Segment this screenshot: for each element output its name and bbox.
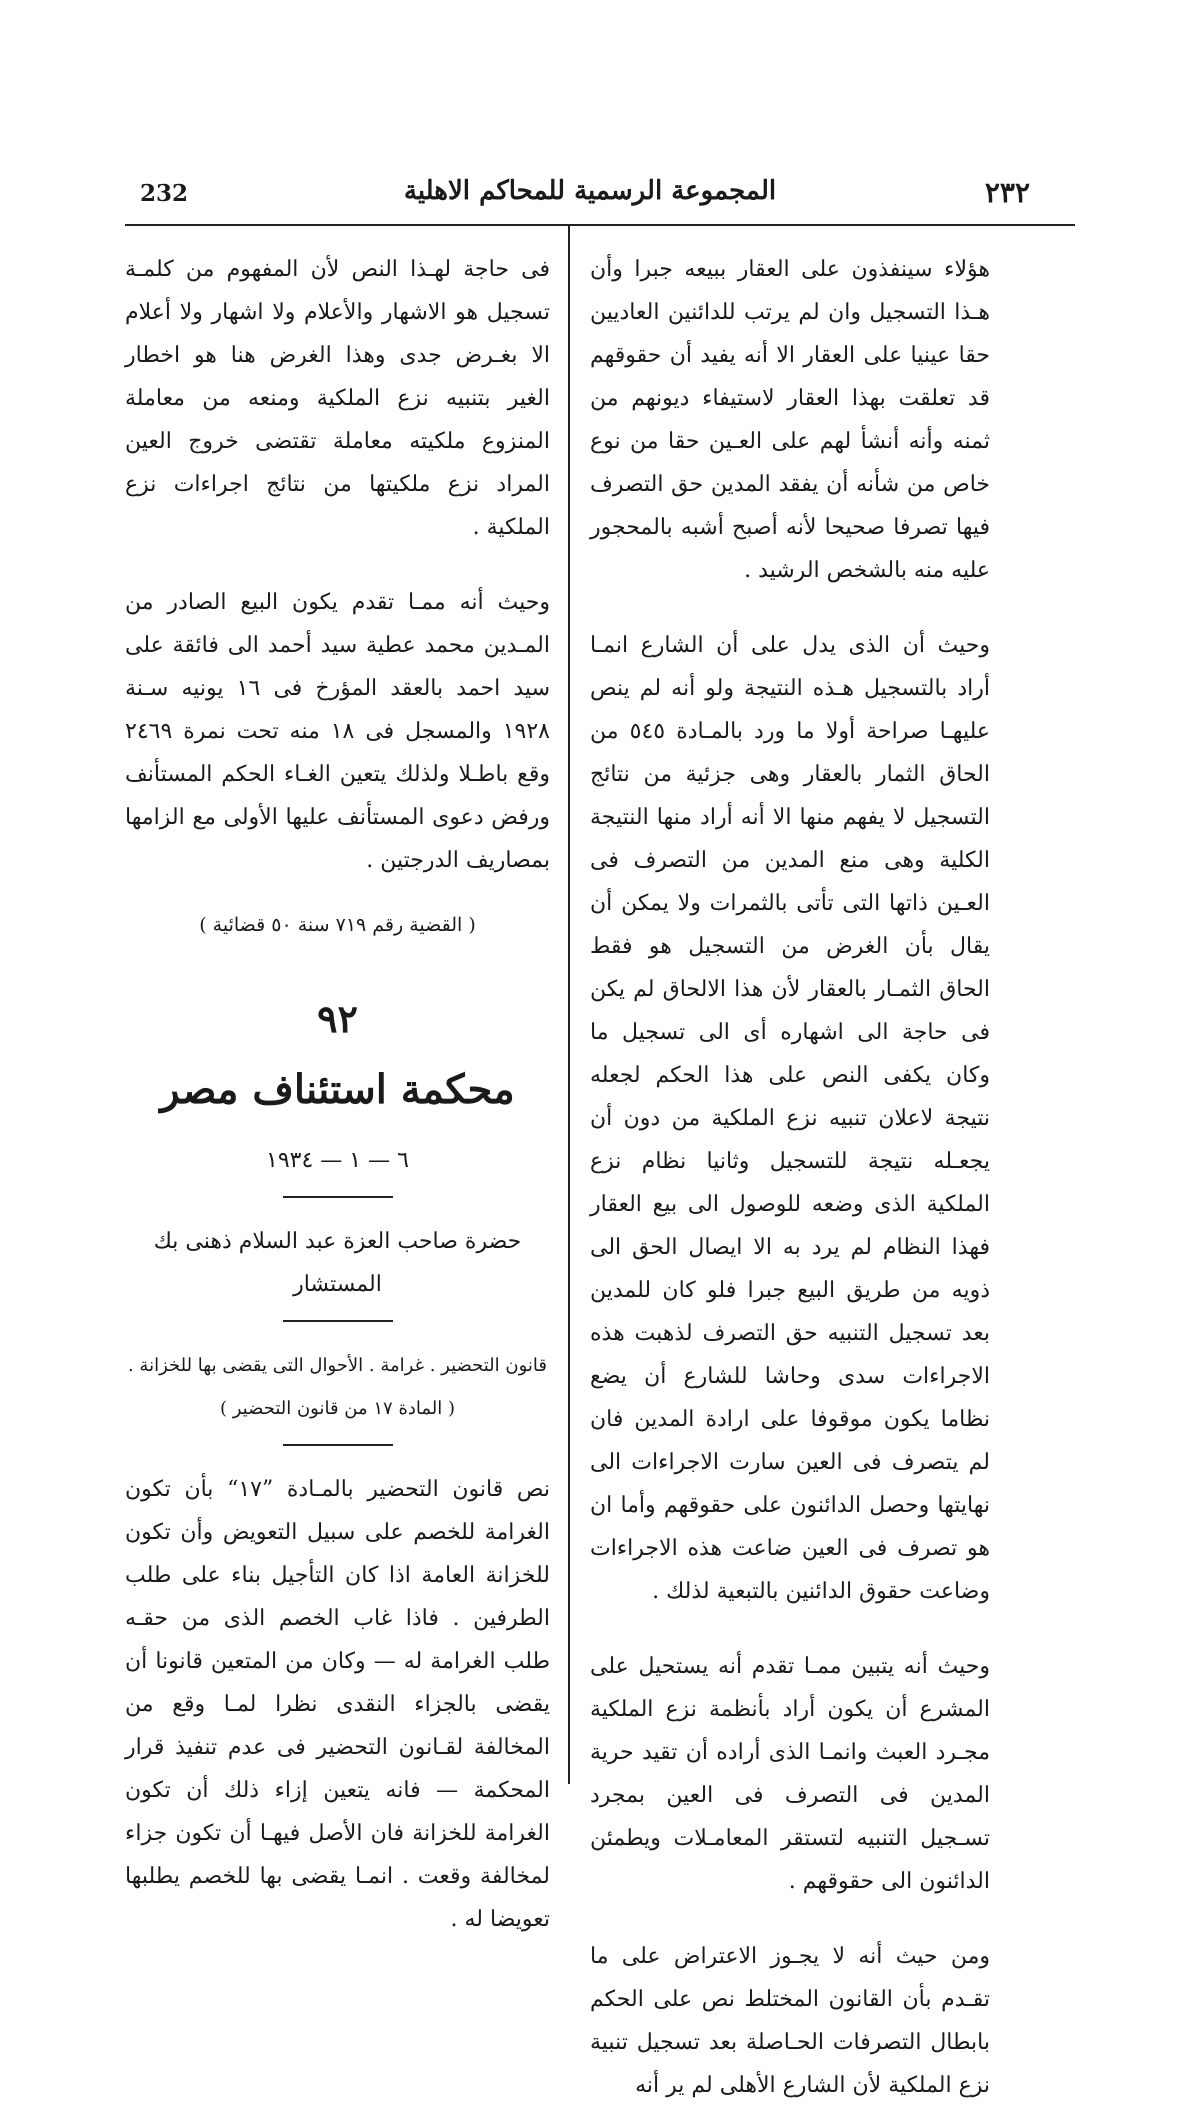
section-rule: [283, 1196, 393, 1198]
section-rule: [283, 1320, 393, 1322]
section-rule: [283, 1444, 393, 1446]
court-name: محكمة استئناف مصر: [160, 1066, 515, 1113]
running-title: المجموعة الرسمية للمحاكم الاهلية: [403, 176, 777, 206]
page-number-latin: 232: [140, 180, 189, 207]
header-rule: [125, 224, 1075, 226]
judges-line: حضرة صاحب العزة عبد السلام ذهنى بك المستشار: [153, 1229, 522, 1297]
article-reference: ( المادة ١٧ من قانون التحضير ): [219, 1398, 456, 1419]
paragraph: وحيث أنه يتبين ممـا تقدم أنه يستحيل على المشرع أن يكون أراد بأنظمة نزع الملكية مجـرد العبث وانمـا الذى أراده أن تقيد حرية المدين فى التصرف فى العين بمجرد تسـجيل التنبيه لتستقر المعامـلات ويطمئن الدائنون الى حقوقهم .: [590, 1654, 990, 1894]
paragraph: هؤلاء سينفذون على العقار ببيعه جبرا وأن هـذا التسجيل وان لم يرتب للدائنين العاديين حقا عينيا على العقار الا أنه يفيد أن حقوقهم قد تعلقت بهذا العقار لاستيفاء ديونهم من ثمنه وأنه أنشأ لهم على العـين حقا من نوع خاص من شأنه أن يفقد المدين حق التصرف فيها تصرفا صحيحا لأنه أصبح أشبه بالمحجور عليه منه بالشخص الرشيد .: [590, 257, 990, 583]
case-number: ٩٢: [317, 996, 358, 1041]
paragraph: فى حاجة لهـذا النص لأن المفهوم من كلمـة تسجيل هو الاشهار والأعلام ولا اشهار ولا أعلام الا بغـرض جدى وهذا الغرض هنا هو اخطار الغير بتنبيه نزع الملكية ومنعه من معاملة المنزوع ملكيته معاملة تقتضى خروج العين المراد نزع ملكيتها من نتائج اجراءات نزع الملكية .: [125, 257, 550, 540]
paragraph: نص قانون التحضير بالمـادة ”١٧“ بأن تكون الغرامة للخصم على سبيل التعويض وأن تكون للخزانة العامة اذا كان التأجيل بناء على طلب الطرفين . فاذا غاب الخصم الذى من حقـه طلب الغرامة له — وكان من المتعين قانونا أن يقضى بالجزاء النقدى نظرا لمـا وقع من المخالفة لقـانون التحضير فى عدم تنفيذ قرار المحكمة — فانه يتعين إزاء ذلك أن تكون الغرامة للخزانة فان الأصل فيهـا أن تكون جزاء لمخالفة وقعت . انمـا يقضى بها للخصم يطلبها تعويضا له .: [125, 1477, 550, 1932]
paragraph: ومن حيث أنه لا يجـوز الاعتراض على ما تقـدم بأن القانون المختلط نص على الحكم بابطال التصرفات الحـاصلة بعد تسجيل تنبية نزع الملكية لأن الشارع الأهلى لم ير أنه: [590, 1944, 990, 2098]
page-number-arabic: ٢٣٢: [984, 176, 1030, 209]
right-column: [590, 248, 990, 2107]
decision-date: ٦ — ١ — ١٩٣٤: [266, 1148, 409, 1173]
left-column: [125, 248, 550, 1941]
paragraph: وحيث أن الذى يدل على أن الشارع انمـا أراد بالتسجيل هـذه النتيجة ولو أنه لم ينص عليهـا صراحة أولا ما ورد بالمـادة ٥٤٥ من الحاق الثمار بالعقار وهى جزئية من نتائج التسجيل لا يفهم منها الا أنه أراد منها النتيجة الكلية وهى منع المدين من التصرف فى العـين ذاتها التى تأتى بالثمرات ولا يمكن أن يقال بأن الغرض من التسجيل هو فقط الحاق الثمـار بالعقار لأن هذا الالحاق لم يكن فى حاجة الى اشهاره أى الى تسجيل ما وكان يكفى النص على هذا الحكم لجعله نتيجة لاعلان تنبيه نزع الملكية من دون أن يجعـله نتيجة للتسجيل وثانيا نظام نزع الملكية الذى وضعه للوصول الى بيع العقار فهذا النظام لم يرد به الا ايصال الحق الى ذويه من طريق البيع جبرا فلو كان للمدين بعد تسجيل التنبيه حق التصرف لذهبت هذه الاجراءات سدى وحاشا للشارع أن يضع نظاما يكون موقوفا على ارادة المدين فان لم يتصرف فى العين سارت الاجراءات الى نهايتها وحصل الدائنون على حقوقهم وأما ان هو تصرف فى العين ضاعت هذه الاجراءات وضاعت حقوق الدائنين بالتبعية لذلك .: [590, 633, 990, 1604]
case-reference: ( القضية رقم ٧١٩ سنة ٥٠ قضائية ): [199, 914, 476, 936]
paragraph: وحيث أنه ممـا تقدم يكون البيع الصادر من المـدين محمد عطية سيد أحمد الى فائقة على سيد احمد بالعقد المؤرخ فى ١٦ يونيه سـنة ١٩٢٨ والمسجل فى ١٨ منه تحت نمرة ٢٤٦٩ وقع باطـلا ولذلك يتعين الغـاء الحكم المستأنف ورفض دعوى المستأنف عليها الأولى مع الزامها بمصاريف الدرجتين .: [125, 590, 551, 873]
case-summary: قانون التحضير . غرامة . الأحوال التى يقضى بها للخزانة .: [127, 1355, 547, 1376]
column-divider: [568, 224, 570, 1784]
